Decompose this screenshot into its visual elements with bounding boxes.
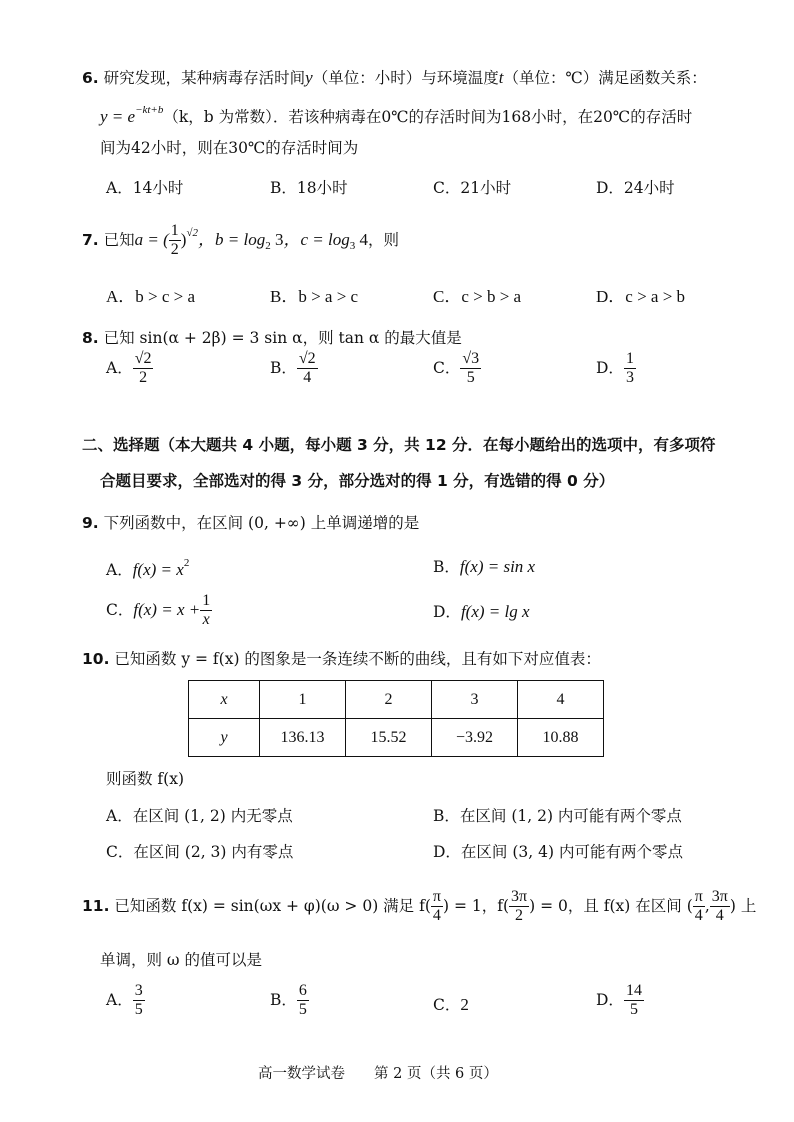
q8-option-d-fraction (624, 350, 636, 388)
q11-i2-de: 4 (715, 907, 724, 925)
q11-f2-nu: 3π (509, 888, 529, 907)
q11-f2-de: 2 (515, 907, 524, 925)
q7-option-b[interactable]: B．b > a > c (270, 287, 359, 306)
q11-f1-de: 4 (432, 907, 441, 925)
q6-option-c[interactable]: C．21小时 (433, 179, 512, 197)
q8-option-d[interactable] (596, 350, 636, 388)
q10-after-text: 则函数 f(x) (106, 770, 184, 788)
q8-number: 8. (82, 329, 99, 347)
q6-text-a: 研究发现，某种病毒存活时间 (103, 69, 306, 87)
table-header-y: y (189, 719, 260, 757)
q6-text-d: （k，b 为常数）．若该种病毒在0℃的存活时间为168小时，在20℃的存活时 (163, 108, 693, 126)
q10-value-table (188, 680, 604, 757)
q6-line3: 间为42小时，则在30℃的存活时间为 (100, 139, 359, 157)
q11-option-c-value: 2 (460, 995, 469, 1014)
q7-number: 7. (82, 230, 99, 249)
q6-option-d[interactable]: D．24小时 (596, 179, 675, 197)
q11-b-de: 5 (298, 1001, 307, 1019)
q9-c-de: x (202, 611, 210, 629)
table-cell: 15.52 (346, 719, 432, 757)
q10-stem (82, 650, 601, 669)
q7-option-c[interactable]: C．c > b > a (433, 287, 522, 306)
q8-d-de: 3 (625, 369, 634, 387)
q7-b-expr: ，b = log (198, 229, 266, 249)
q11-option-b-label: B． (270, 990, 297, 1009)
q6-text-b: （单位：小时）与环境温度 (312, 69, 499, 87)
q7-c-base: 3 (349, 239, 356, 252)
q6-line1 (82, 68, 707, 88)
q7-frac-numerator: 1 (169, 222, 181, 241)
q7-c-expr: ，c = log (283, 229, 350, 249)
q11-a-nu: 3 (133, 982, 145, 1001)
q9-stem (82, 514, 419, 533)
q11-d-nu: 14 (624, 982, 644, 1001)
q9-option-c-fraction (200, 592, 212, 630)
q11-option-a-label: A． (106, 990, 133, 1009)
q8-a-de: 2 (139, 369, 148, 387)
q8-option-b-label: B． (270, 358, 297, 377)
q8-option-d-label: D． (596, 358, 624, 377)
q11-option-d-fraction (624, 982, 644, 1020)
q7-a-exponent: √2 (186, 226, 198, 239)
q11-text-5: ) 上 (729, 896, 757, 915)
q8-option-a-label: A． (106, 358, 133, 377)
q11-option-b-fraction (297, 982, 309, 1020)
table-row (189, 719, 604, 757)
table-cell: 136.13 (260, 719, 346, 757)
q7-suffix: ，则 (367, 230, 399, 249)
section-2-heading-line1: 二、选择题（本大题共 4 小题，每小题 3 分，共 12 分．在每小题给出的选项中，有多项符 (82, 436, 716, 454)
q9-option-c-expr: f(x) = x + (133, 599, 201, 619)
q7-prefix: 已知 (103, 230, 135, 249)
q11-f1-nu: π (431, 888, 443, 907)
q7-b-base: 2 (265, 239, 271, 252)
q6-number: 6. (82, 69, 99, 87)
q11-option-a[interactable] (106, 982, 145, 1020)
q11-b-nu: 6 (297, 982, 309, 1001)
q9-option-b-label: B． (433, 558, 460, 576)
q10-option-b[interactable]: B．在区间 (1, 2) 内可能有两个零点 (433, 807, 682, 825)
q11-i1-nu: π (693, 888, 705, 907)
q10-option-a[interactable]: A．在区间 (1, 2) 内无零点 (106, 807, 293, 825)
q6-formula: y = e (100, 107, 136, 126)
q6-option-b[interactable]: B．18小时 (270, 179, 348, 197)
q9-option-d[interactable] (433, 602, 530, 622)
table-cell: 3 (432, 681, 518, 719)
q8-option-a-fraction (133, 350, 154, 388)
q11-i1-de: 4 (694, 907, 703, 925)
q9-option-a-label: A． (106, 561, 133, 579)
q10-number: 10. (82, 650, 110, 668)
q9-number: 9. (82, 514, 99, 532)
q7-a-fraction (169, 222, 181, 260)
q11-number: 11. (82, 896, 110, 915)
q6-line2 (100, 104, 692, 127)
q11-text-1: 已知函数 f(x) = sin(ωx + φ)(ω > 0) 满足 f( (114, 896, 431, 915)
q8-d-nu: 1 (624, 350, 636, 369)
table-cell: 4 (518, 681, 604, 719)
q8-option-c[interactable] (433, 350, 481, 388)
q8-text: 已知 sin(α + 2β) = 3 sin α，则 tan α 的最大值是 (103, 329, 462, 347)
q9-option-d-label: D． (433, 603, 461, 621)
q8-c-nu: √3 (460, 350, 481, 369)
q11-i2-nu: 3π (710, 888, 730, 907)
q11-frac-2 (509, 888, 529, 926)
q7-frac-denominator: 2 (170, 241, 179, 259)
q8-c-de: 5 (466, 369, 475, 387)
table-cell: 10.88 (518, 719, 604, 757)
q7-b-arg: 3 (270, 229, 284, 249)
q7-c-arg: 4 (355, 229, 368, 249)
q8-option-c-label: C． (433, 358, 461, 377)
q9-option-a-sup: 2 (183, 557, 190, 569)
q7-a-close: ) (180, 229, 187, 249)
table-row (189, 681, 604, 719)
q8-b-nu: √2 (297, 350, 318, 369)
q11-frac-3 (693, 888, 705, 926)
q11-d-de: 5 (629, 1001, 638, 1019)
table-cell: −3.92 (432, 719, 518, 757)
q9-option-a-expr: f(x) = x (132, 560, 184, 579)
q11-option-a-fraction (133, 982, 145, 1020)
table-cell: 2 (346, 681, 432, 719)
q6-y-symbol: y (305, 68, 313, 87)
q11-frac-4 (710, 888, 730, 926)
q9-option-c[interactable] (106, 592, 212, 630)
q11-option-c[interactable] (433, 995, 469, 1015)
table-header-x: x (189, 681, 260, 719)
q9-option-d-expr: f(x) = lg x (460, 602, 530, 621)
q7-a-expr: a = ( (134, 229, 169, 249)
q9-c-nu: 1 (200, 592, 212, 611)
section-2-heading-line2: 合题目要求，全部选对的得 3 分，部分选对的得 1 分，有选错的得 0 分） (100, 472, 615, 490)
q11-option-c-label: C． (433, 996, 461, 1014)
page-footer: 高一数学试卷 第 2 页（共 6 页） (258, 1066, 498, 1082)
q8-option-b-fraction (297, 350, 318, 388)
q11-a-de: 5 (134, 1001, 143, 1019)
q9-text: 下列函数中，在区间 (0, +∞) 上单调递增的是 (103, 514, 420, 532)
q10-text: 已知函数 y = f(x) 的图象是一条连续不断的曲线，且有如下对应值表： (114, 650, 601, 668)
q8-a-nu: √2 (133, 350, 154, 369)
q11-text-2: ) = 1，f( (442, 896, 510, 915)
q8-stem (82, 329, 462, 348)
q11-text-4: , (704, 896, 710, 915)
q10-option-c[interactable]: C．在区间 (2, 3) 内有零点 (106, 843, 294, 861)
q7-option-d[interactable]: D．c > a > b (596, 287, 686, 306)
q9-option-c-label: C． (106, 600, 134, 619)
q9-option-b-expr: f(x) = sin x (459, 557, 536, 576)
q11-text-3: ) = 0，且 f(x) 在区间 ( (529, 896, 693, 915)
q11-stem-line1 (82, 888, 756, 926)
q8-option-b[interactable] (270, 350, 318, 388)
q7-stem (82, 222, 399, 260)
q6-exponent: −kt+b (135, 104, 164, 116)
q6-t-symbol: t (498, 68, 504, 87)
q9-option-a[interactable] (106, 557, 189, 580)
q8-b-de: 4 (303, 369, 312, 387)
q11-frac-1 (431, 888, 443, 926)
q11-option-b[interactable] (270, 982, 309, 1020)
q8-option-c-fraction (460, 350, 481, 388)
q9-option-b[interactable] (433, 557, 535, 577)
q10-option-d[interactable]: D．在区间 (3, 4) 内可能有两个零点 (433, 843, 683, 861)
q11-option-d[interactable] (596, 982, 644, 1020)
table-cell: 1 (260, 681, 346, 719)
q8-option-a[interactable] (106, 350, 153, 388)
q7-option-a[interactable]: A．b > c > a (106, 287, 196, 306)
q11-stem-line2: 单调，则 ω 的值可以是 (100, 951, 262, 969)
q6-text-c: （单位：℃）满足函数关系： (503, 69, 707, 87)
q11-option-d-label: D． (596, 990, 624, 1009)
q6-option-a[interactable]: A．14小时 (106, 179, 184, 197)
